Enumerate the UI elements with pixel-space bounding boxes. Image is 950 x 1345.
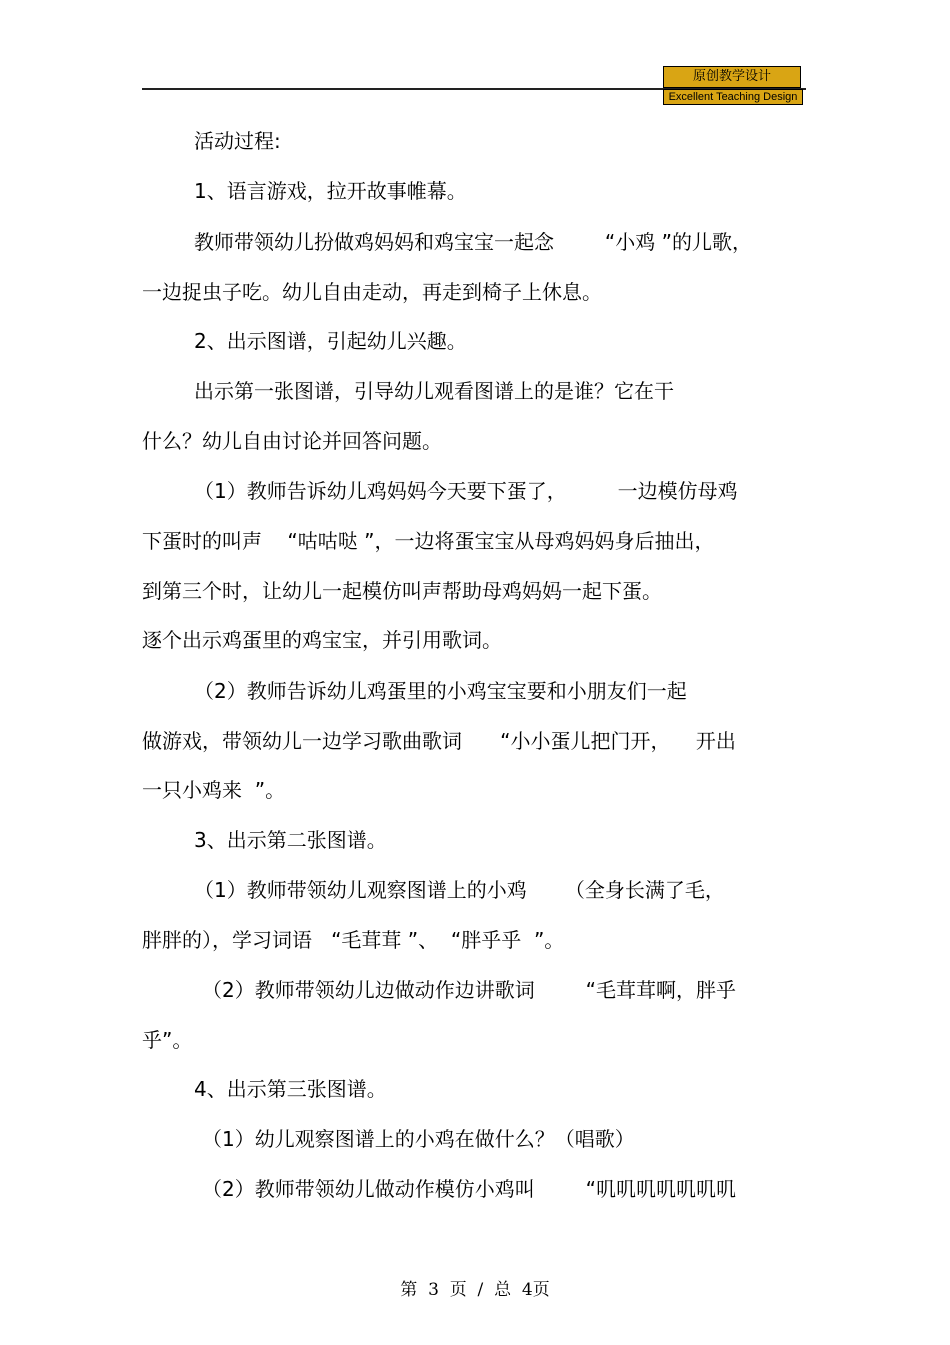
header-badge-chinese: 原创教学设计 [663, 66, 801, 88]
text-line: 到第三个时，让幼儿一起模仿叫声帮助母鸡妈妈一起下蛋。 [142, 579, 662, 603]
text-line: 1、语言游戏，拉开故事帷幕。 [194, 179, 467, 203]
text-line: 出示第一张图谱，引导幼儿观看图谱上的是谁？它在干 [194, 379, 674, 403]
text-line: 什么？幼儿自由讨论并回答问题。 [142, 429, 442, 453]
text-line: （2）教师带领幼儿边做动作边讲歌词 “毛茸茸啊，胖乎 [202, 978, 736, 1002]
text-line: 活动过程: [194, 129, 281, 153]
header-badge-english: Excellent Teaching Design [663, 89, 803, 105]
text-line: （2）教师带领幼儿做动作模仿小鸡叫 “叽叽叽叽叽叽叽 [202, 1177, 736, 1201]
page-number: 第 3 页 / 总 4页 [400, 1280, 550, 1300]
text-line: 一边捉虫子吃。幼儿自由走动，再走到椅子上休息。 [142, 280, 602, 304]
text-line: 2、出示图谱，引起幼儿兴趣。 [194, 329, 467, 353]
text-line: （1）幼儿观察图谱上的小鸡在做什么？（唱歌） [202, 1127, 635, 1151]
text-line: 一只小鸡来 ”。 [142, 778, 286, 802]
text-line: 4、出示第三张图谱。 [194, 1077, 387, 1101]
text-line: 下蛋时的叫声 “咕咕哒 ”，一边将蛋宝宝从母鸡妈妈身后抽出， [142, 529, 715, 553]
text-line: 教师带领幼儿扮做鸡妈妈和鸡宝宝一起念 “小鸡 ”的儿歌， [194, 230, 752, 254]
text-line: 胖胖的），学习词语 “毛茸茸 ”、 “胖乎乎 ”。 [142, 928, 565, 952]
text-line: （2）教师告诉幼儿鸡蛋里的小鸡宝宝要和小朋友们一起 [194, 679, 687, 703]
text-line: （1）教师带领幼儿观察图谱上的小鸡 （全身长满了毛， [194, 878, 725, 902]
text-line: 逐个出示鸡蛋里的鸡宝宝，并引用歌词。 [142, 628, 502, 652]
text-line: 乎”。 [142, 1028, 193, 1052]
text-line: （1）教师告诉幼儿鸡妈妈今天要下蛋了， 一边模仿母鸡 [194, 479, 738, 503]
text-line: 3、出示第二张图谱。 [194, 828, 387, 852]
text-line: 做游戏，带领幼儿一边学习歌曲歌词 “小小蛋儿把门开， 开出 [142, 729, 736, 753]
